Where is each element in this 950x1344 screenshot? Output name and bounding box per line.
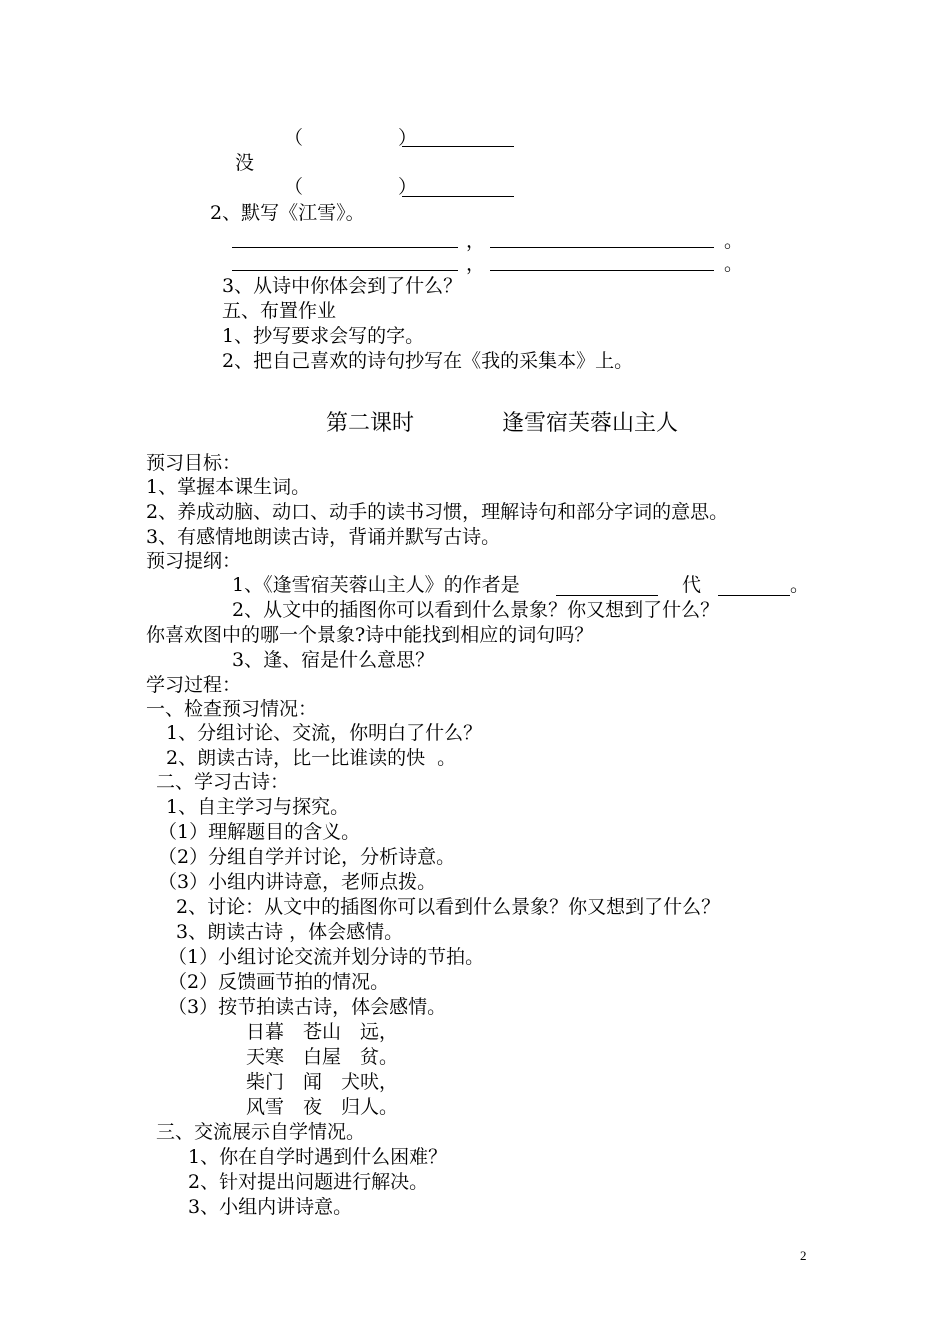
section-2-item-1: 1、自主学习与探究。	[166, 796, 350, 818]
section-2-item-2: 2、讨论：从文中的插图你可以看到什么景象？你又想到了什么？	[176, 896, 721, 918]
question-2: 2、默写《江雪》。	[210, 202, 365, 224]
goal-1: 1、掌握本课生词。	[146, 476, 311, 498]
section-1: 一、检查预习情况：	[146, 698, 318, 720]
section-1-item-2: 2、朗读古诗，比一比谁读的快 。	[166, 747, 457, 769]
section-2-item-3b: （2）反馈画节拍的情况。	[168, 971, 390, 993]
section-1-item-1: 1、分组讨论、交流，你明白了什么？	[166, 722, 483, 744]
outline-heading: 预习提纲：	[146, 550, 242, 572]
poem-verse-1: 日暮 苍山 远，	[246, 1021, 399, 1043]
goal-2: 2、养成动脑、动口、动手的读书习惯，理解诗句和部分字词的意思。	[146, 501, 729, 523]
homework-1: 1、抄写要求会写的字。	[222, 325, 425, 347]
poem-verse-3: 柴门 闻 犬吠，	[246, 1071, 399, 1093]
outline-2-line-1: 2、从文中的插图你可以看到什么景象？你又想到了什么？	[232, 599, 720, 621]
section-3-item-3: 3、小组内讲诗意。	[188, 1196, 353, 1218]
period-1: 。	[724, 230, 744, 252]
outline-1-text: 1、《逢雪宿芙蓉山主人》的作者是	[232, 574, 520, 596]
poem-line-1-right	[490, 247, 714, 248]
character-mei: 没	[235, 152, 255, 174]
outline-1-dynasty: 代	[682, 574, 702, 596]
poem-title: 逢雪宿芙蓉山主人	[502, 411, 679, 436]
section-2-item-1a: （1）理解题目的含义。	[158, 821, 361, 843]
page-number: 2	[800, 1248, 807, 1263]
answer-line-1	[402, 146, 514, 147]
section-3-item-1: 1、你在自学时遇到什么困难？	[188, 1146, 448, 1168]
homework-2: 2、把自己喜欢的诗句抄写在《我的采集本》上。	[222, 350, 634, 372]
section-2-item-1c: （3）小组内讲诗意，老师点拨。	[158, 871, 437, 893]
paren-blank-1: （ ）	[284, 127, 418, 149]
author-blank	[556, 595, 658, 596]
section-2-item-3c: （3）按节拍读古诗，体会感情。	[168, 996, 447, 1018]
comma-1: ，	[466, 230, 486, 252]
outline-2-line-2: 你喜欢图中的哪一个景象?诗中能找到相应的词句吗？	[146, 624, 594, 646]
section-2-item-1b: （2）分组自学并讨论，分析诗意。	[158, 846, 456, 868]
process-heading: 学习过程：	[146, 674, 242, 696]
comma-2: ，	[466, 253, 486, 275]
poem-verse-2: 天寒 白屋 贫。	[246, 1046, 399, 1068]
dynasty-blank	[718, 595, 790, 596]
paren-blank-2: （ ）	[284, 176, 418, 198]
section-2-item-3a: （1）小组讨论交流并划分诗的节拍。	[168, 946, 485, 968]
question-3: 3、从诗中你体会到了什么？	[222, 275, 463, 297]
period-2: 。	[724, 253, 744, 275]
goals-heading: 预习目标：	[146, 452, 242, 474]
outline-3: 3、逢、宿是什么意思？	[232, 649, 435, 671]
lesson-period-title: 第二课时	[326, 411, 415, 436]
poem-line-2-right	[490, 270, 714, 271]
poem-line-1-left	[232, 247, 458, 248]
section-2-item-3: 3、朗读古诗 ，体会感情。	[176, 921, 404, 943]
poem-line-2-left	[232, 270, 458, 271]
section-2: 二、学习古诗：	[156, 771, 290, 793]
answer-line-2	[402, 196, 514, 197]
poem-verse-4: 风雪 夜 归人。	[246, 1096, 399, 1118]
homework-heading: 五、布置作业	[222, 300, 337, 322]
outline-1-period: 。	[790, 574, 810, 596]
goal-3: 3、有感情地朗读古诗，背诵并默写古诗。	[146, 526, 501, 548]
section-3: 三、交流展示自学情况。	[156, 1121, 366, 1143]
section-3-item-2: 2、针对提出问题进行解决。	[188, 1171, 429, 1193]
